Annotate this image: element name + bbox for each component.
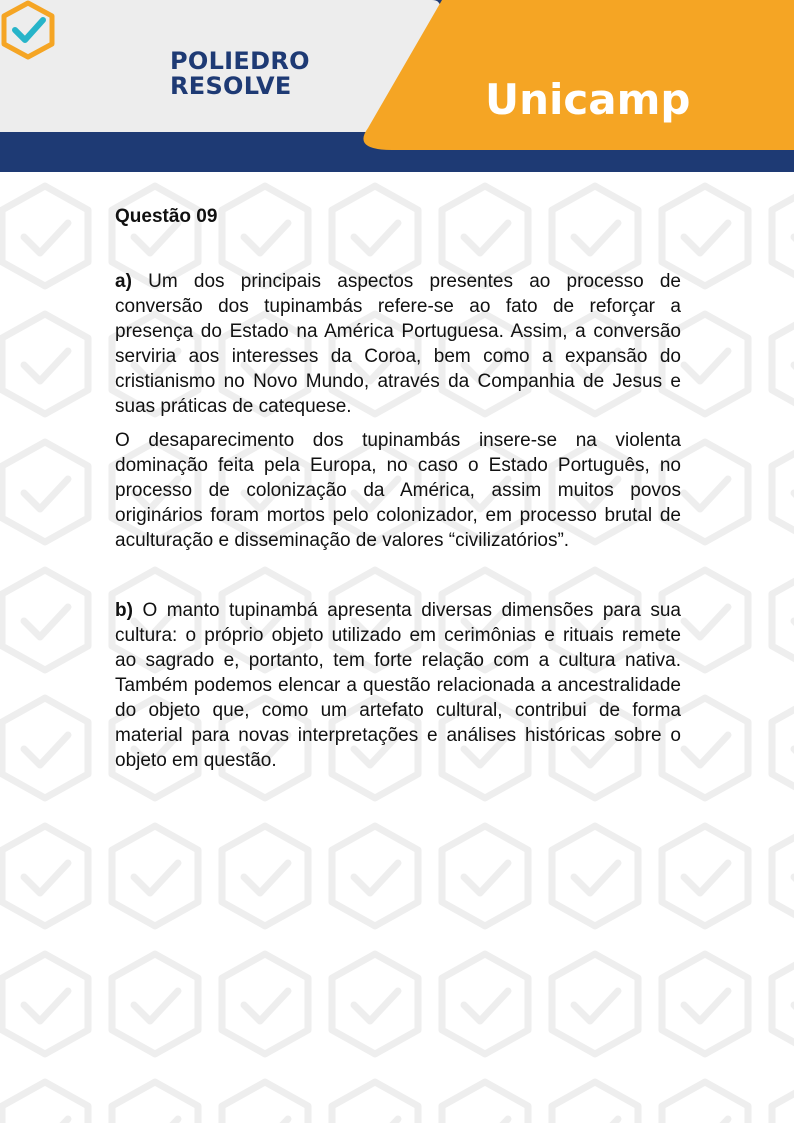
brand-line-2: RESOLVE bbox=[170, 72, 292, 100]
answer-a-text-1: Um dos principais aspectos presentes ao processo de conversão dos tupinambás refere-se ao fato de reforçar a presença do Estado na América Portuguesa. Assim, a conversão serviria aos interesses da Coroa, bem como a expansão do cristianismo no Novo Mundo, através da Companhia de Jesus e suas práticas de catequese. bbox=[115, 271, 681, 417]
answer-b-label: b) bbox=[115, 600, 133, 621]
answer-b-paragraph bbox=[115, 598, 681, 773]
brand-line-1: POLIEDRO bbox=[170, 47, 310, 75]
brand-logo-text bbox=[170, 49, 310, 99]
answer-a-label: a) bbox=[115, 271, 132, 292]
answer-b-text: O manto tupinambá apresenta diversas dimensões para sua cultura: o próprio objeto utilizado em cerimônias e rituais remete ao sagrado e, portanto, tem forte relação com a cultura nativa. Também podemos elencar a questão relacionada a ancestralidade do objeto que, como um artefato cultural, contribui de forma material para novas interpretações e análises históricas sobre o objeto em questão. bbox=[115, 600, 681, 771]
question-content bbox=[115, 205, 681, 782]
answer-a-paragraph-2: O desaparecimento dos tupinambás insere-se na violenta dominação feita pela Europa, no caso o Estado Português, no processo de colonização da América, assim muitos povos originários foram mortos pelo colonizador, em processo brutal de aculturação e disseminação de valores “civilizatórios”. bbox=[115, 430, 681, 551]
check-hexagon-icon bbox=[0, 0, 56, 60]
answer-a-paragraph-1 bbox=[115, 269, 681, 419]
section-spacer bbox=[115, 562, 681, 598]
question-title: Questão 09 bbox=[115, 206, 218, 227]
exam-title: Unicamp bbox=[485, 75, 691, 124]
page-header bbox=[0, 0, 794, 172]
